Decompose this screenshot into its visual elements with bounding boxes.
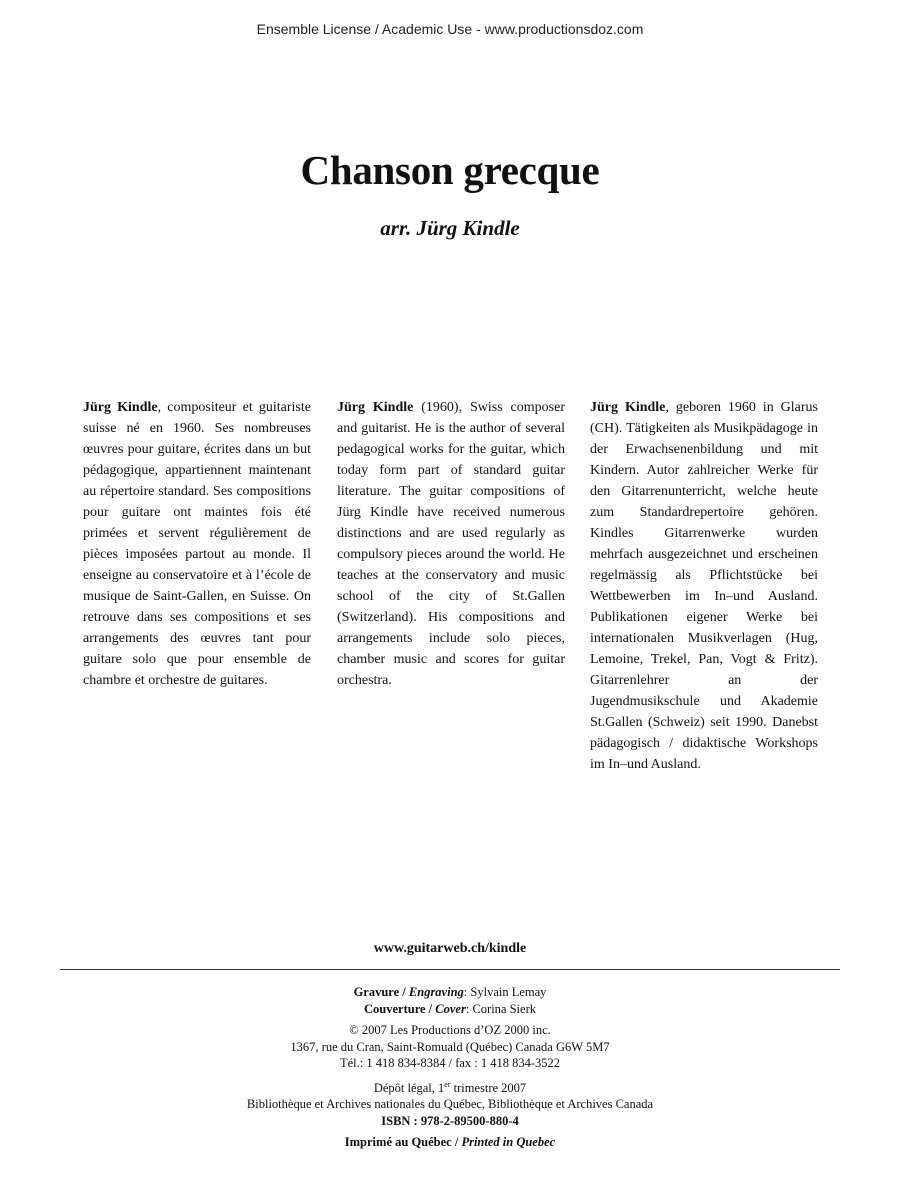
printed-line: Imprimé au Québec / Printed in Quebec: [344, 1135, 556, 1150]
bio-french: [83, 397, 311, 691]
bio-german-name: Jürg Kindle: [590, 400, 666, 415]
bio-french-text: , compositeur et guitariste suisse né en 1960. Ses nombreuses œuvres pour guitare, écrites dans un but pédagogique, appartiennent maintenant au répertoire standard. Ses compositions pour guitare ont maintes fois été primées et servent régulièrement de pièces imposées partout au monde. Il enseigne au conservatoire et à l’école de musique de Saint-Gallen, en Suisse. On retrouve dans ses compositions et ses arrangements des œuvres tant pour guitare solo que pour ensemble de chambre et orchestre de guitares.: [83, 400, 311, 688]
copyright-line: © 2007 Les Productions d’OZ 2000 inc.: [349, 1023, 551, 1037]
credits-block: [0, 984, 900, 1151]
cover-name: : Corina Sierk: [465, 1001, 536, 1016]
cover-label: Couverture / Cover: [364, 1001, 466, 1016]
isbn-line: ISBN : 978-2-89500-880-4: [381, 1113, 519, 1128]
engraving-credit: [0, 984, 900, 1001]
bio-french-name: Jürg Kindle: [83, 400, 158, 415]
bio-english-name: Jürg Kindle: [337, 400, 414, 415]
arranger-credit: arr. Jürg Kindle: [380, 216, 520, 240]
bio-german-text: , geboren 1960 in Glarus (CH). Tätigkeiten als Musikpädagoge in der Erwachsenenbildung und mit Kindern. Autor zahlreicher Werke für den Gitarrenunterricht, welche heute zum Standardrepertoire gehören. Kindles Gitarrenwerke wurden mehrfach ausgezeichnet und erscheinen regelmässig als Pflichtstücke bei Wettbewerben im In–und Ausland. Publikationen eigener Werke bei internationalen Musikverlagen (Hug, Lemoine, Trekel, Pan, Vogt & Fritz). Gitarrenlehrer an der Jugendmusikschule und Akademie St.Gallen (Schweiz) seit 1990. Danebst pädagogisch / didaktische Workshops im In–und Ausland.: [590, 400, 818, 772]
libraries-line: Bibliothèque et Archives nationales du Québec, Bibliothèque et Archives Canada: [246, 1097, 654, 1112]
cover-credit: [0, 1001, 900, 1018]
phone-line: Tél.: 1 418 834-8384 / fax : 1 418 834-3522: [339, 1056, 561, 1070]
bio-german: [590, 397, 818, 775]
engraving-name: : Sylvain Lemay: [463, 985, 547, 999]
divider: [60, 969, 840, 970]
address-line: 1367, rue du Cran, Saint-Romuald (Québec) Canada G6W 5M7: [290, 1039, 610, 1054]
bio-english: [337, 397, 565, 691]
page-title: Chanson grecque: [300, 147, 600, 193]
bio-english-text: (1960), Swiss composer and guitarist. He is the author of several pedagogical works for the guitar, which today form part of standard guitar literature. The guitar compositions of Jürg Kindle have received numerous distinctions and are used regularly as compulsory pieces around the world. He teaches at the conservatory and music school of the city of St.Gallen (Switzerland). His compositions and arrangements include solo pieces, chamber music and scores for guitar orchestra.: [337, 400, 565, 688]
engraving-label: Gravure / Engraving: [353, 985, 464, 999]
license-notice: Ensemble License / Academic Use - www.productionsdoz.com: [256, 21, 644, 37]
website-link[interactable]: www.guitarweb.ch/kindle: [373, 941, 527, 956]
legal-deposit-line: Dépôt légal, 1er trimestre 2007: [373, 1079, 527, 1095]
